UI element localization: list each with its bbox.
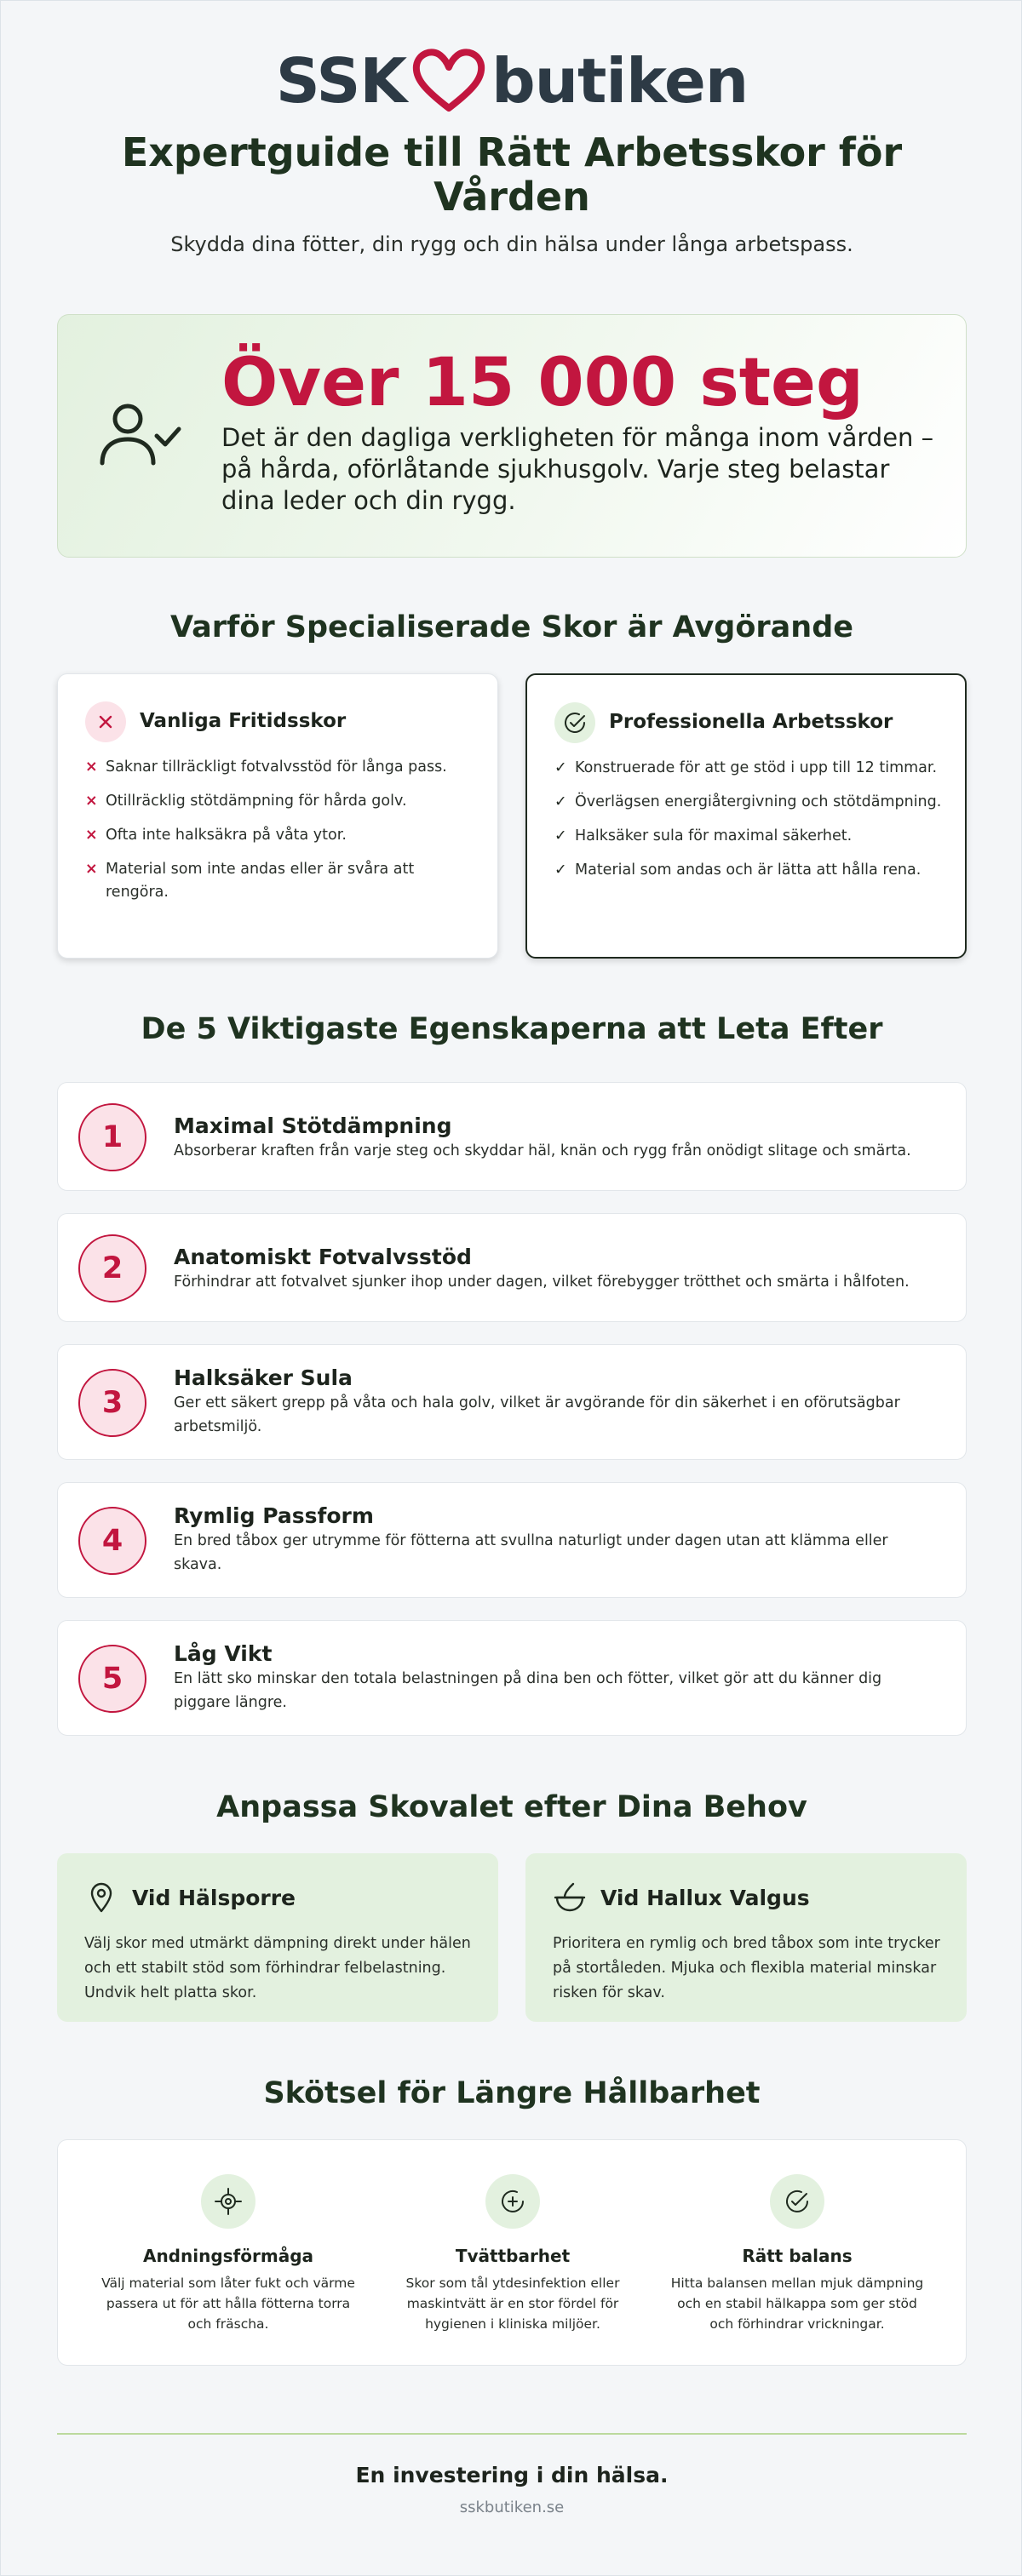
check-mark-icon: ✓ (554, 827, 567, 844)
logo-text-right: butiken (491, 45, 749, 117)
care-item-breathability (83, 2140, 373, 2367)
feature-title: Rymlig Passform (174, 1503, 374, 1528)
x-mark-icon: × (85, 758, 98, 776)
care-item-balance (652, 2140, 942, 2367)
footer-divider (57, 2433, 967, 2435)
needs-section-title: Anpassa Skovalet efter Dina Behov (216, 1790, 807, 1824)
footer-site-link[interactable]: sskbutiken.se (459, 2499, 565, 2516)
heart-icon (410, 47, 488, 115)
feature-card-3 (57, 1344, 967, 1460)
hallux-valgus-title: Vid Hallux Valgus (600, 1886, 810, 1910)
list-item: × Saknar tillräckligt fotvalvsstöd för långa pass. (85, 756, 477, 779)
logo (1, 45, 1022, 117)
professional-card-title: Professionella Arbetsskor (609, 711, 893, 733)
casual-card-title: Vanliga Fritidsskor (140, 710, 347, 732)
feature-title: Låg Vikt (174, 1641, 273, 1666)
feature-card-4 (57, 1482, 967, 1598)
feature-desc: Ger ett säkert grepp på våta och hala golv, vilket är avgörande för din säkerhet i en oförutsägbar arbetsmiljö. (174, 1394, 900, 1435)
check-circle-icon (562, 710, 588, 736)
page-subtitle: Skydda dina fötter, din rygg och din hälsa under långa arbetspass. (170, 232, 853, 256)
bowl-icon (553, 1880, 587, 1915)
check-mark-icon: ✓ (554, 862, 567, 879)
professional-list (554, 757, 946, 893)
feature-desc: En bred tåbox ger utrymme för fötterna att svullna naturligt under dagen utan att klämma eller skava. (174, 1532, 888, 1573)
care-item-title: Andningsförmåga (142, 2246, 314, 2266)
heel-spur-card (57, 1853, 498, 2022)
feature-number: 2 (78, 1234, 146, 1302)
casual-shoes-card (57, 673, 498, 959)
plus-circle-icon (498, 2187, 527, 2216)
feature-card-5 (57, 1620, 967, 1736)
user-check-icon (97, 397, 182, 473)
feature-number: 3 (78, 1369, 146, 1437)
feature-desc: Förhindrar att fotvalvet sjunker ihop under dagen, vilket förebygger trötthet och smärta i hålfoten. (174, 1274, 910, 1291)
hero-text: Det är den dagliga verkligheten för många inom vården – på hårda, oförlåtande sjukhusgolv. Varje steg belastar dina leder och din rygg. (221, 423, 934, 515)
care-section-title: Skötsel för Längre Hållbarhet (263, 2076, 761, 2110)
logo-text-left: SSK (275, 45, 407, 117)
hallux-valgus-desc: Prioritera en rymlig och bred tåbox som inte trycker på stortåleden. Mjuka och flexibla material minskar risken för skav. (553, 1935, 940, 2001)
care-item-desc: Skor som tål ytdesinfektion eller maskintvätt är en stor fördel för hygienen i kliniska miljöer. (405, 2275, 620, 2332)
care-icon-badge (201, 2174, 256, 2229)
care-icon-badge (485, 2174, 540, 2229)
hallux-valgus-card (525, 1853, 967, 2022)
list-item: × Ofta inte halksäkra på våta ytor. (85, 824, 477, 847)
feature-number: 5 (78, 1645, 146, 1713)
feature-desc: Absorberar kraften från varje steg och skyddar häl, knän och rygg från onödigt slitage och smärta. (174, 1142, 911, 1159)
feature-title: Halksäker Sula (174, 1365, 353, 1390)
hero-stat: Över 15 000 steg (221, 345, 864, 421)
feature-number: 1 (78, 1103, 146, 1171)
feature-title: Maximal Stötdämpning (174, 1113, 452, 1138)
x-mark-icon: × (85, 861, 98, 878)
care-icon-badge (770, 2174, 824, 2229)
check-circle-icon (783, 2187, 812, 2216)
list-item: ✓ Konstruerade för att ge stöd i upp till 12 timmar. (554, 757, 946, 780)
casual-list (85, 756, 477, 915)
casual-badge (85, 701, 126, 742)
feature-desc: En lätt sko minskar den totala belastningen på dina ben och fötter, vilket gör att du känner dig piggare längre. (174, 1670, 882, 1711)
x-icon (96, 713, 115, 731)
heel-spur-title: Vid Hälsporre (132, 1886, 296, 1910)
list-item: ✓ Halksäker sula för maximal säkerhet. (554, 825, 946, 848)
feature-card-2 (57, 1213, 967, 1322)
why-section-title: Varför Specialiserade Skor är Avgörande (170, 610, 853, 644)
list-item: ✓ Material som andas och är lätta att hålla rena. (554, 859, 946, 882)
care-item-title: Rätt balans (742, 2246, 853, 2266)
x-mark-icon: × (85, 827, 98, 844)
care-card (57, 2139, 967, 2366)
target-icon (214, 2187, 243, 2216)
professional-shoes-card (525, 673, 967, 959)
list-item: × Material som inte andas eller är svåra att rengöra. (85, 858, 477, 904)
x-mark-icon: × (85, 793, 98, 810)
heel-spur-desc: Välj skor med utmärkt dämpning direkt under hälen och ett stabilt stöd som förhindrar felbelastning. Undvik helt platta skor. (84, 1935, 471, 2001)
care-item-desc: Hitta balansen mellan mjuk dämpning och en stabil hälkappa som ger stöd och förhindrar vrickningar. (670, 2275, 924, 2332)
care-item-desc: Välj material som låter fukt och värme passera ut för att hålla fötterna torra och fräscha. (101, 2275, 355, 2332)
list-item: × Otillräcklig stötdämpning för hårda golv. (85, 790, 477, 813)
feature-title: Anatomiskt Fotvalvsstöd (174, 1245, 472, 1269)
care-item-title: Tvättbarhet (455, 2246, 571, 2266)
feature-number: 4 (78, 1507, 146, 1575)
feature-card-1 (57, 1082, 967, 1191)
check-mark-icon: ✓ (554, 759, 567, 776)
features-section-title: De 5 Viktigaste Egenskaperna att Leta Efter (141, 1012, 883, 1046)
map-pin-icon (84, 1880, 118, 1915)
list-item: ✓ Överlägsen energiåtergivning och stötdämpning. (554, 791, 946, 814)
footer-tagline: En investering i din hälsa. (355, 2463, 669, 2487)
hero-card (57, 314, 967, 558)
professional-badge (554, 702, 595, 743)
page-title: Expertguide till Rätt Arbetsskor för Vården (121, 129, 903, 220)
check-mark-icon: ✓ (554, 793, 567, 810)
care-item-washability (368, 2140, 657, 2367)
